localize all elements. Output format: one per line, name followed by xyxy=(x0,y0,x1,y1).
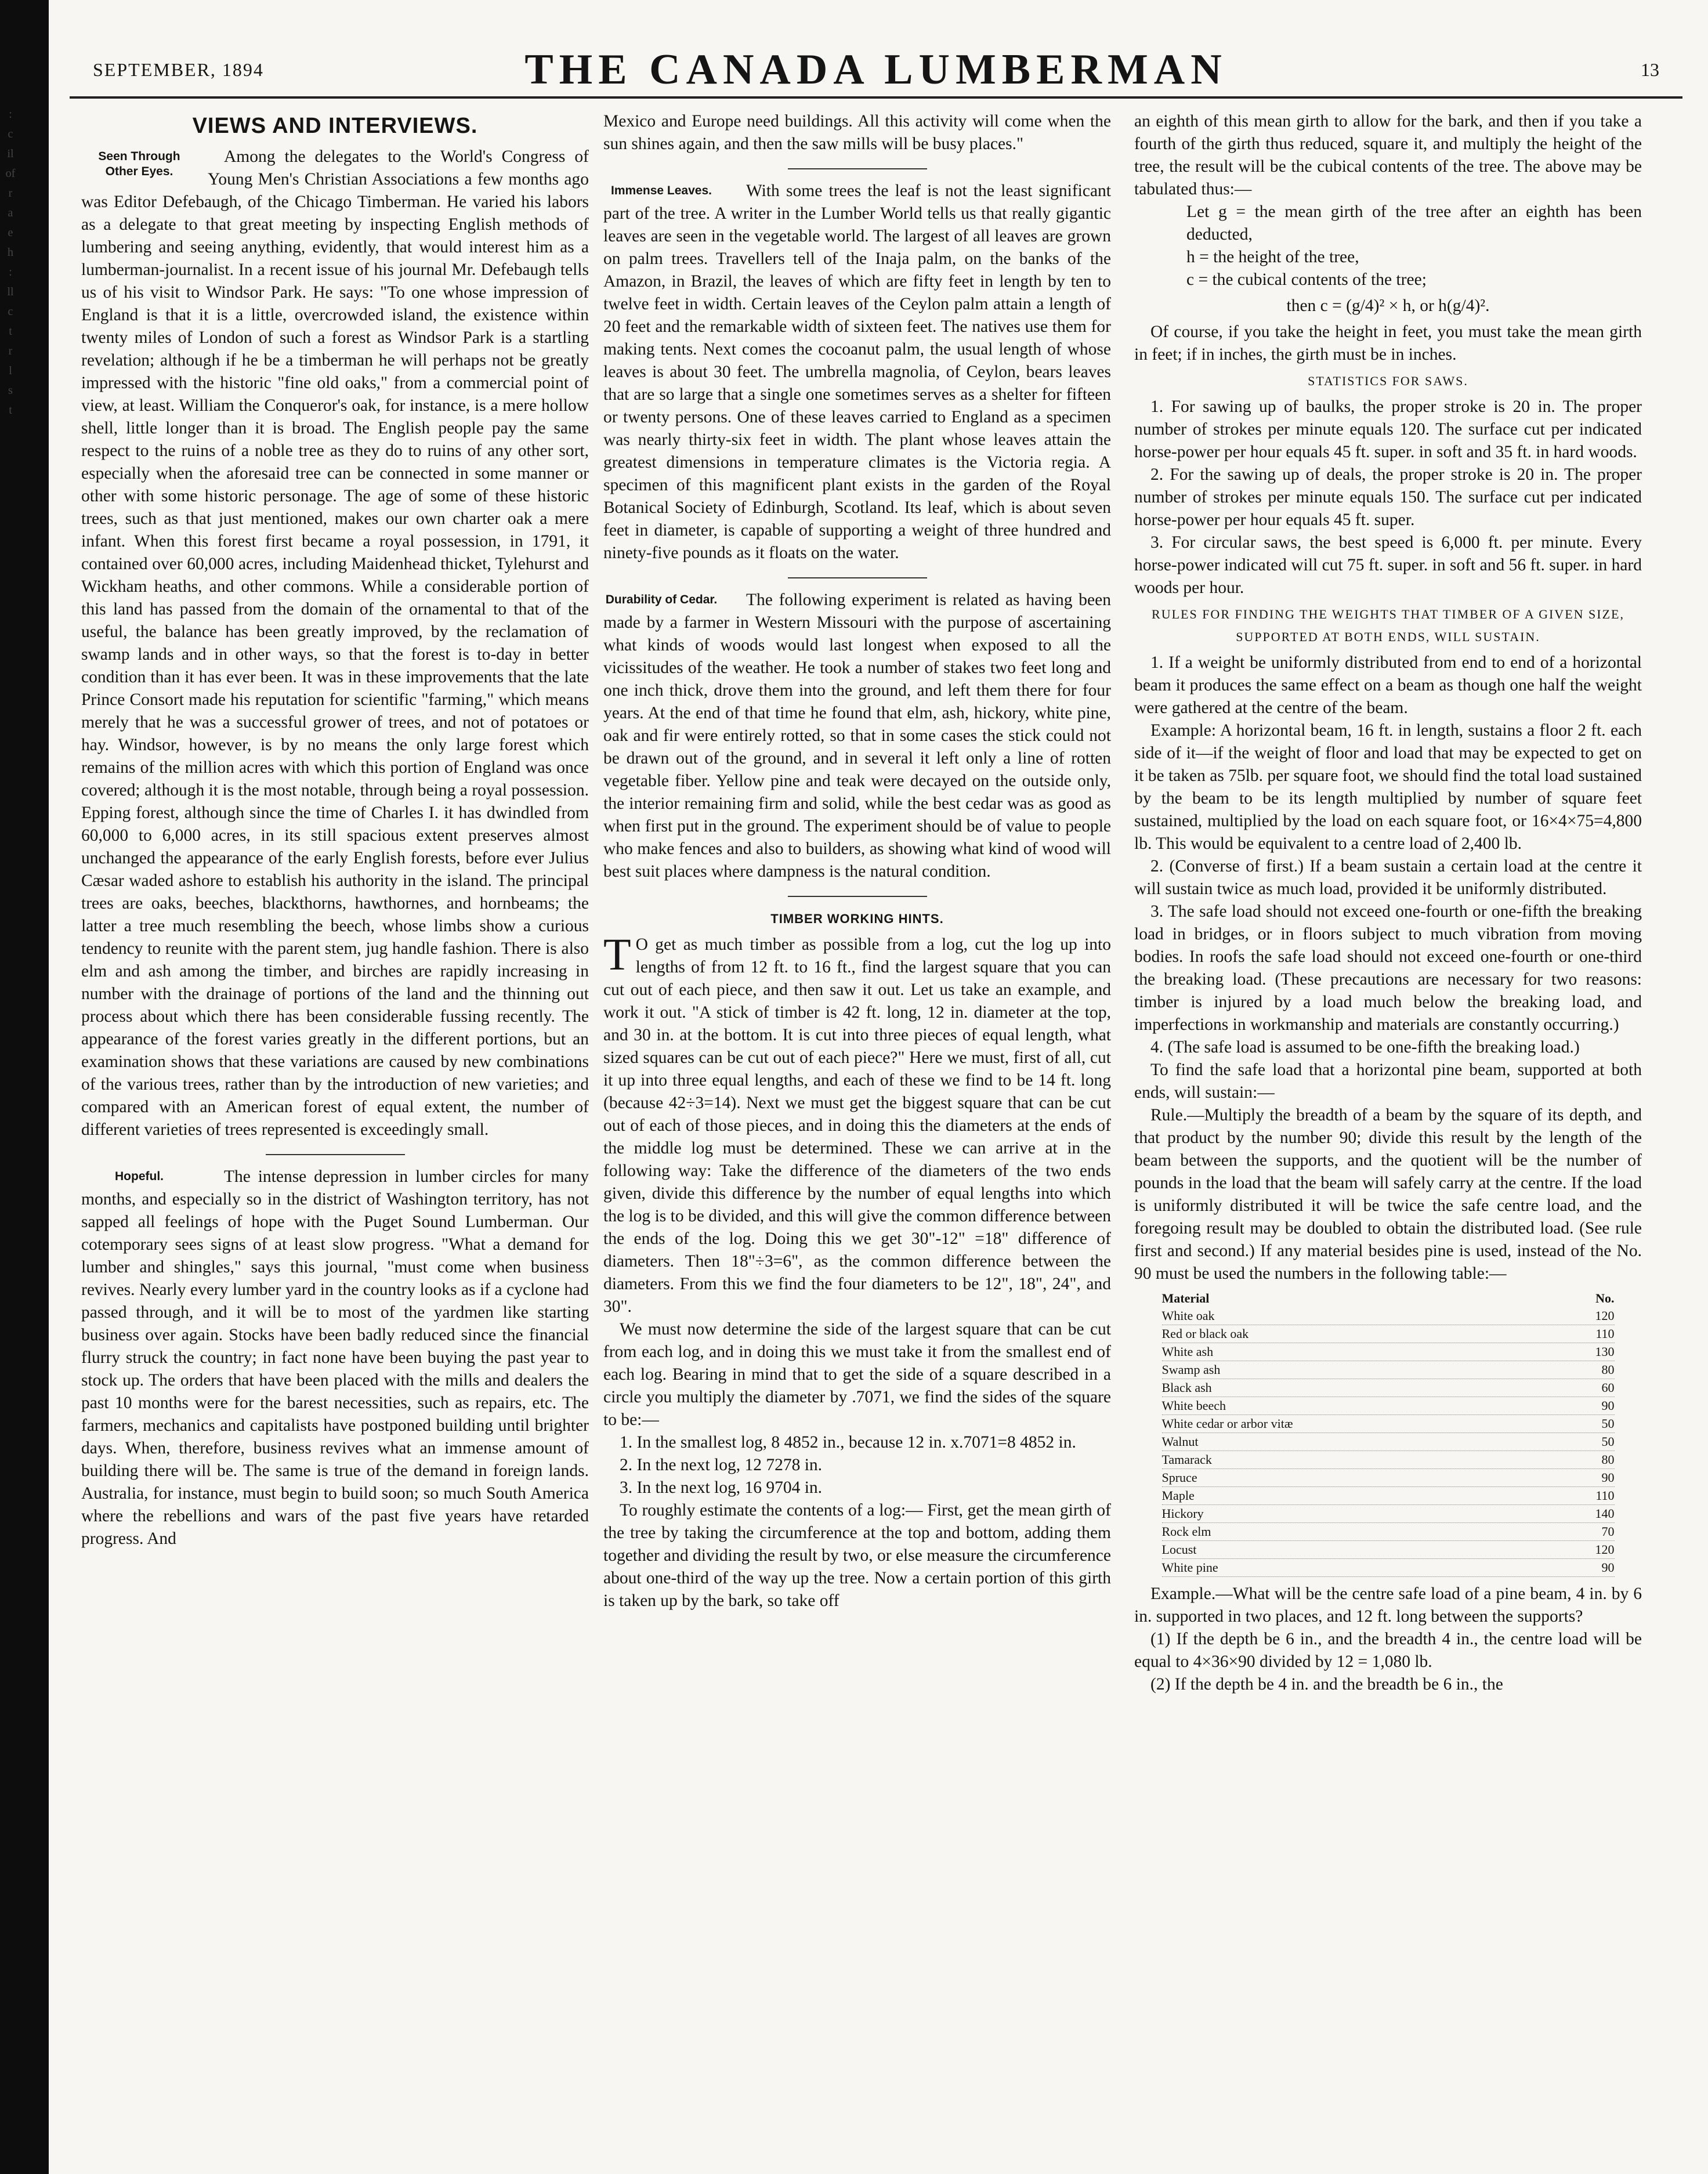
table-row xyxy=(1162,1307,1615,1325)
table-row xyxy=(1162,1397,1615,1415)
definition-h: h = the height of the tree, xyxy=(1186,248,1359,266)
margin-fragment: a xyxy=(8,207,13,219)
column-1 xyxy=(81,110,589,2153)
definition-c: c = the cubical contents of the tree; xyxy=(1186,270,1427,289)
rule-2: 2. (Converse of first.) If a beam sustain a certain load at the centre it will sustain twice as much load, provided it be uniformly distributed. xyxy=(1134,857,1642,898)
table-cell-material: Rock elm xyxy=(1161,1524,1211,1539)
table-row xyxy=(1162,1523,1615,1541)
margin-fragments xyxy=(0,104,21,420)
margin-fragment: c xyxy=(8,305,13,318)
example-answer-1: (1) If the depth be 6 in., and the breadth 4 in., the centre load will be equal to 4×36×90 divided by 12 = 1,080 lb. xyxy=(1134,1630,1642,1671)
margin-fragment: of xyxy=(5,167,16,180)
sidenote-hopeful: Hopeful. xyxy=(115,1170,164,1183)
table-cell-number: 120 xyxy=(1595,1542,1615,1557)
margin-fragment: h xyxy=(8,246,13,259)
column-3 xyxy=(1134,110,1642,2153)
table-cell-material: White ash xyxy=(1161,1344,1214,1359)
example-question: Example.—What will be the centre safe load of a pine beam, 4 in. by 6 in. supported in two places, and 12 ft. long between the supports? xyxy=(1134,1585,1642,1626)
sidenote-durability-cedar: Durability of Cedar. xyxy=(605,593,718,606)
definition-g: Let g = the mean girth of the tree after an eighth has been deducted, xyxy=(1186,202,1642,244)
table-row xyxy=(1162,1505,1615,1523)
table-header-material: Material xyxy=(1161,1291,1210,1305)
section-heading-timber-hints: TIMBER WORKING HINTS. xyxy=(770,911,944,926)
saw-stat-1: 1. For sawing up of baulks, the proper stroke is 20 in. The proper number of strokes per minute equals 120. The surface cut per indicated horse-power per hour equals 45 ft. super. in soft and 35 ft. in hard woods. xyxy=(1134,397,1642,461)
table-row xyxy=(1162,1487,1615,1505)
table-cell-number: 90 xyxy=(1601,1470,1615,1485)
heading-statistics-saws: STATISTICS FOR SAWS. xyxy=(1308,374,1468,388)
margin-fragment: c xyxy=(8,128,13,140)
timber-hints-square: We must now determine the side of the largest square that can be cut from each log, and in doing this we must take it from the smallest end of each log. Bearing in mind that to get the side of a square described in a circle you multiply the diameter by .7071, we find the sides of the square to be:— xyxy=(603,1320,1111,1429)
section-divider xyxy=(788,577,927,578)
saw-stat-3: 3. For circular saws, the best speed is 6,000 ft. per minute. Every horse-power indicated will cut 75 ft. super. in soft and 56 ft. super. in hard woods per hour. xyxy=(1134,533,1642,597)
table-cell-number: 90 xyxy=(1601,1398,1615,1413)
table-cell-material: Tamarack xyxy=(1161,1452,1212,1467)
table-row xyxy=(1162,1559,1615,1577)
timber-hints-continued: an eighth of this mean girth to allow for the bark, and then if you take a fourth of the girth thus reduced, square it, and multiply the height of the tree, the result will be the cubical contents of the tree. The above may be tabulated thus:— xyxy=(1134,112,1642,198)
page-number: 13 xyxy=(1641,59,1659,80)
rule-1-example: Example: A horizontal beam, 16 ft. in length, sustains a floor 2 ft. each side of it—if the weight of floor and load that may be expected to get on it be taken as 75lb. per square foot, we should find the total load sustained by the beam to be its length multiplied by number of square feet sustained, multiplied by the load on each square foot, or 16×4×75=4,800 lb. This would be equivalent to a centre load of 2,400 lb. xyxy=(1134,721,1642,853)
section-divider xyxy=(266,1154,405,1155)
table-cell-number: 120 xyxy=(1595,1308,1615,1323)
margin-fragment: : xyxy=(9,266,12,278)
timber-hints-list-3: 3. In the next log, 16 9704 in. xyxy=(620,1478,823,1497)
table-cell-number: 80 xyxy=(1601,1452,1615,1467)
table-cell-number: 110 xyxy=(1595,1488,1615,1503)
table-row xyxy=(1162,1451,1615,1469)
section-divider xyxy=(788,896,927,897)
article-timber-hints-intro xyxy=(603,929,1111,1318)
column-2 xyxy=(603,110,1111,2153)
table-cell-material: White oak xyxy=(1161,1308,1215,1323)
sidenote-seen-through: Seen Through Other Eyes. xyxy=(98,150,180,178)
table-cell-number: 90 xyxy=(1601,1560,1615,1575)
table-cell-material: Spruce xyxy=(1161,1470,1197,1485)
table-cell-material: Walnut xyxy=(1161,1434,1199,1449)
header-rule xyxy=(70,96,1682,99)
article-durability-cedar: The following experiment is related as having been made by a farmer in Western Missouri with the purpose of ascertaining what kinds of woods would last longest when exposed to all the vicissitudes of the weather. He took a number of stakes two feet long and one inch thick, drove them into the ground, and left them there for four years. At the end of that time he found that elm, ash, hickory, white pine, oak and fir were entirely rotted, so that in some cases the stick could not be drawn out of the ground, and in several it left only a line of rotten vegetable fiber. Yellow pine and teak were decayed on the outside only, the interior remaining firm and solid, while the best cedar was as good as when first put in the ground. The experiment should be of value to people who make fences and also to builders, as showing what kind of wood will best suit places where dampness is the natural condition. xyxy=(603,591,1111,881)
margin-fragment: il xyxy=(7,147,14,160)
table-row xyxy=(1162,1433,1615,1451)
timber-hints-list-1: 1. In the smallest log, 8 4852 in., because 12 in. x.7071=8 4852 in. xyxy=(620,1433,1076,1452)
table-cell-material: Maple xyxy=(1161,1488,1195,1503)
formula-note: Of course, if you take the height in feet, you must take the mean girth in feet; if in inches, the girth must be in inches. xyxy=(1134,323,1642,364)
table-cell-number: 50 xyxy=(1601,1434,1615,1449)
table-cell-number: 80 xyxy=(1601,1362,1615,1377)
section-divider xyxy=(788,168,927,169)
article-windsor-park: Among the delegates to the World's Congress of Young Men's Christian Associations a few months ago was Editor Defebaugh, of the Chicago Timberman. He varied his labors as a delegate to that great meeting by inspecting English methods of lumbering and seeing anything, evidently, that would interest him as a lumberman-journalist. In a recent issue of his journal Mr. Defebaugh tells us of his visit to Windsor Park. He says: "To one whose impression of England is that it is a little, overcrowded island, the existence within twenty miles of London of such a forest as Windsor Park is a startling revelation; although if he be a timberman he will perhaps not be greatly impressed with the historic "fine old oaks," from a commercial point of view, at least. William the Conqueror's oak, for instance, is a mere hollow shell, little longer than it is broad. The English people pay the same respect to the ruins of a noble tree as they do to ruins of any other sort, especially when the aforesaid tree can be connected in some manner or other with some historic personage. The age of some of these historic trees, such as that just mentioned, makes our own charter oak a mere infant. When this forest first became a royal possession, in 1791, it contained over 60,000 acres, including Maidenhead thicket, Tylehurst and Wickham heaths, and other commons. While a considerable portion of this land has passed from the domain of the ornamental to that of the useful, the balance has been greatly improved, by the reclamation of swamp lands and in other ways, so that the forest is to-day in better condition than it has ever been. It was in these improvements that the late Prince Consort made his reputation for scientific "farming," which means merely that he was a successful grower of trees, and not of potatoes or hay. Windsor, however, is by no means the only large forest which remains of the million acres with which this portion of England was once covered; although it is the most notable, through being a royal possession. Epping forest, although since the time of Charles I. it has dwindled from 60,000 to 6,000 acres, in its still spacious extent preserves almost unchanged the appearance of the early English forests, before ever Julius Cæsar waded ashore to establish his authority in the island. The principal trees are oaks, beeches, blackthorns, hawthornes, and hornbeams; the latter a tree much resembling the beech, whose limbs show a curious tendency to reunite with the parent stem, jug handle fashion. There is also elm and ash among the timber, and birches are rapidly increasing in number with the drainage of portions of the land and the thinning out process about which there has been considerable fussing recently. The appearance of the forest varies greatly in the different portions, but an examination shows that these variations are caused by new combinations of the various trees, rather than by the introduction of new varieties; and compared with an American forest of equal extent, the number of different varieties of trees represented is exceedingly small. xyxy=(81,147,589,1139)
table-header-row xyxy=(1162,1290,1615,1307)
margin-fragment: s xyxy=(8,384,13,397)
table-row xyxy=(1162,1325,1615,1343)
saw-stat-2: 2. For the sawing up of deals, the proper stroke is 20 in. The proper number of strokes per minute equals 150. The surface cut per indicated horse-power per hour equals 45 ft. super. xyxy=(1134,465,1642,529)
table-cell-number: 60 xyxy=(1601,1380,1615,1395)
table-cell-material: Swamp ash xyxy=(1161,1362,1221,1377)
masthead-title: THE CANADA LUMBERMAN xyxy=(524,46,1228,93)
timber-hints-list-2: 2. In the next log, 12 7278 in. xyxy=(620,1456,823,1474)
formula-definitions xyxy=(1134,201,1642,291)
rule-1: 1. If a weight be uniformly distributed from end to end of a horizontal beam it produces the same effect on a beam as though one half the weight were gathered at the centre of the beam. xyxy=(1134,653,1642,717)
timber-hints-contents: To roughly estimate the contents of a log:— First, get the mean girth of the tree by taking the circumference at the top and bottom, adding them together and dividing the result by two, or else measure the circumference about one-third of the way up the tree. Now a certain portion of this girth is taken up by the bark, so take off xyxy=(603,1501,1111,1610)
table-row xyxy=(1162,1361,1615,1379)
table-row xyxy=(1162,1343,1615,1361)
material-number-table xyxy=(1162,1290,1615,1577)
table-cell-material: Locust xyxy=(1161,1542,1197,1557)
page-header xyxy=(70,23,1682,93)
table-cell-material: Hickory xyxy=(1161,1506,1204,1521)
margin-fragment: t xyxy=(9,404,12,417)
table-cell-material: Black ash xyxy=(1161,1380,1212,1395)
article-immense-leaves: With some trees the leaf is not the least significant part of the tree. A writer in the Lumber World tells us that really gigantic leaves are seen in the vegetable world. The largest of all leaves are grown on palm trees. Travellers tell of the Inaja palm, on the banks of the Amazon, in Brazil, the leaves of which are fifty feet in length by ten to twelve feet in width. Certain leaves of the Ceylon palm attain a length of 20 feet and the remarkable width of sixteen feet. The natives use them for making tents. Next comes the cocoanut palm, the usual length of whose leaves is about 30 feet. The umbrella magnolia, of Ceylon, bears leaves that are so large that a single one sometimes serves as a shelter for fifteen or twenty persons. One of these leaves carried to England as a specimen was nearly thirty-six feet in width. The plant whose leaves attain the greatest dimensions in temperature climates is the Victoria regia. A specimen of this magnificent plant exists in the garden of the Royal Botanical Society of Edinburgh, Scotland. Its leaf, which is about seven feet in diameter, is capable of supporting a weight of three hundred and ninety-five pounds as it floats on the water. xyxy=(603,182,1111,562)
rule-3: 3. The safe load should not exceed one-fourth or one-fifth the breaking load in bridges, or in floors subject to much vibration from moving bodies. In roofs the safe load should not exceed one-fourth or one-third the breaking load. (These precautions are necessary for two reasons: timber is injured by a load much below the breaking load, and imperfections in workmanship and materials are constantly occurring.) xyxy=(1134,902,1642,1034)
table-row xyxy=(1162,1469,1615,1487)
table-cell-number: 50 xyxy=(1601,1416,1615,1431)
table-cell-material: Red or black oak xyxy=(1161,1326,1249,1341)
table-row xyxy=(1162,1541,1615,1559)
example-answer-2: (2) If the depth be 4 in. and the breadth be 6 in., the xyxy=(1150,1675,1503,1694)
rule-safe-load-intro: To find the safe load that a horizontal pine beam, supported at both ends, will sustain:— xyxy=(1134,1061,1642,1102)
timber-hints-text: O get as much timber as possible from a log, cut the log up into lengths of from 12 ft. to 16 ft., find the largest square that you can cut out of each piece, and then saw it out. Let us take an example, and work it out. "A stick of timber is 42 ft. long, 12 in. diameter at the top, and 30 in. at the bottom. It is cut into three pieces of equal length, what sized squares can be cut out of each piece?" Here we must, first of all, cut it up into three equal lengths, and each of these we find to be 14 ft. long (because 42÷3=14). Next we must get the biggest square that can be cut out of each of those pieces, and in doing this the diameters at the ends of the middle log must be determined. These we can arrive at in the following way: Take the difference of the diameters of the two ends given, divide this difference by the number of equal lengths into which the log is to be divided, and this will give the common difference between the ends of the log. Doing this we get 30"-12" =18" difference of diameters. Then 18"÷3=6", as the common difference between the diameters. From this we find the four diameters to be 12", 18", 24", and 30". xyxy=(603,935,1111,1316)
margin-fragment: t xyxy=(9,325,12,338)
margin-fragment: ll xyxy=(7,285,14,298)
margin-fragment: r xyxy=(8,187,13,200)
table-cell-material: White beech xyxy=(1161,1398,1226,1413)
margin-fragment: l xyxy=(9,364,12,377)
table-cell-material: White pine xyxy=(1161,1560,1218,1575)
cubic-contents-formula: then c = (g/4)² × h, or h(g/4)². xyxy=(1286,296,1490,315)
margin-fragment: e xyxy=(8,226,13,239)
table-cell-number: 140 xyxy=(1595,1506,1615,1521)
article-hopeful: The intense depression in lumber circles for many months, and especially so in the district of Washington territory, has not sapped all feelings of hope with the Puget Sound Lumberman. Our cotemporary sees signs of at least slow progress. "What a demand for lumber and shingles," says this journal, "must come when business revives. Nearly every lumber yard in the country looks as if a cyclone had passed through, and it will be to most of the yardmen like starting business over again. Stocks have been badly reduced since the financial flurry struck the country; in fact none have been buying the past year to stock up. The orders that have been placed with the mills and dealers the past 10 months were for the barest necessities, such as repairs, etc. The farmers, mechanics and capitalists have postponed building until brighter days. When, therefore, business revives what an immense amount of building there will be. The same is true of the demand in foreign lands. Australia, for instance, must begin to build soon; so much South America where the rebellions and wars of the past five years have retarded progress. And xyxy=(81,1167,589,1548)
table-row xyxy=(1162,1415,1615,1433)
rule-text: Rule.—Multiply the breadth of a beam by the square of its depth, and that product by the number 90; divide this result by the length of the beam between the supports, and the quotient will be the number of pounds in the load that the beam will safely carry at the centre. If the load is uniformly distributed it will be twice the safe centre load, and the foregoing result may be doubled to obtain the distributed load. (See rule first and second.) If any material besides pine is used, instead of the No. 90 must be used the numbers in the following table:— xyxy=(1134,1106,1642,1283)
table-cell-number: 70 xyxy=(1601,1524,1615,1539)
rule-4: 4. (The safe load is assumed to be one-fifth the breaking load.) xyxy=(1150,1038,1580,1057)
drop-cap: T xyxy=(603,929,631,979)
table-cell-number: 130 xyxy=(1595,1344,1615,1359)
section-heading-views: VIEWS AND INTERVIEWS. xyxy=(192,114,478,138)
heading-weight-rules: RULES FOR FINDING THE WEIGHTS THAT TIMBER OF A GIVEN SIZE, SUPPORTED AT BOTH ENDS, WILL SUSTAIN. xyxy=(1152,607,1624,644)
table-header-number: No. xyxy=(1595,1291,1615,1305)
margin-fragment: : xyxy=(9,108,12,121)
table-cell-number: 110 xyxy=(1595,1326,1615,1341)
table-row xyxy=(1162,1379,1615,1397)
table-cell-material: White cedar or arbor vitæ xyxy=(1161,1416,1293,1431)
article-hopeful-continued: Mexico and Europe need buildings. All this activity will come when the sun shines again, and then the saw mills will be busy places." xyxy=(603,112,1111,153)
sidenote-immense-leaves: Immense Leaves. xyxy=(611,184,712,197)
issue-date: SEPTEMBER, 1894 xyxy=(93,59,264,80)
margin-fragment: r xyxy=(8,345,13,357)
